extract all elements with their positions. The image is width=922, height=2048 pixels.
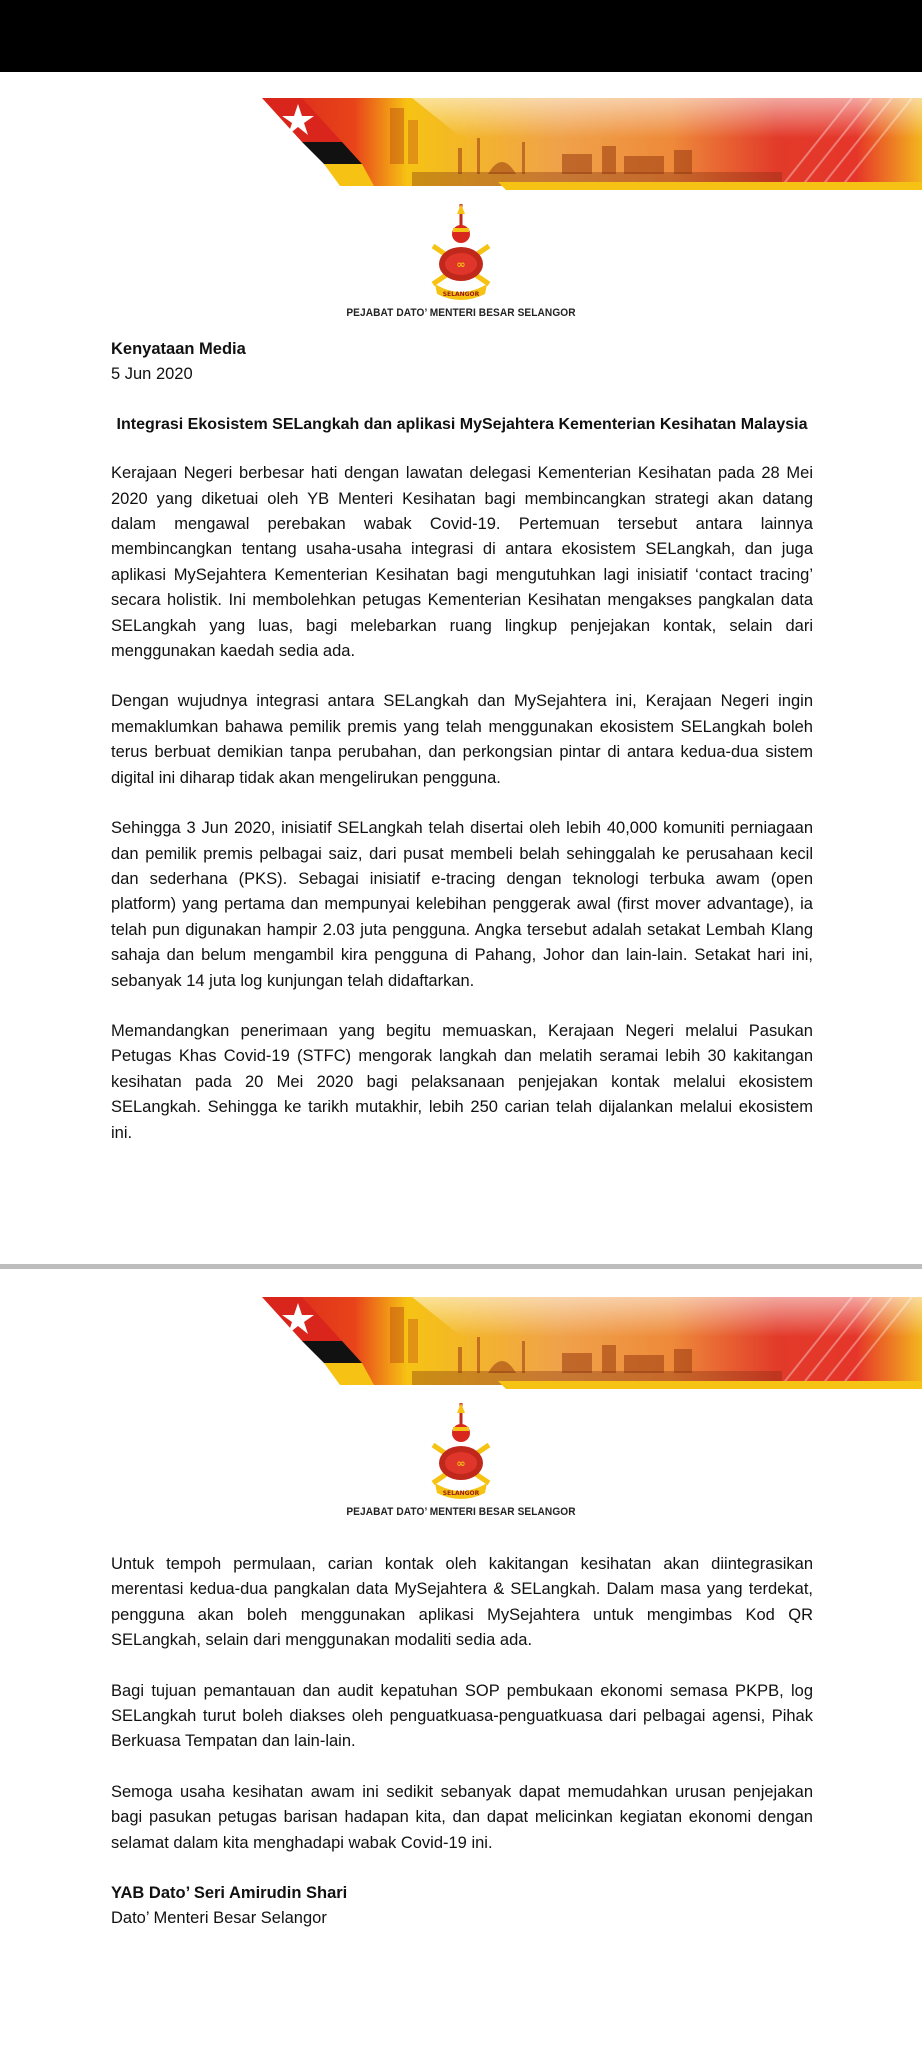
body-paragraph: Memandangkan penerimaan yang begitu memuaskan, Kerajaan Negeri melalui Pasukan Petugas Khas Covid-19 (STFC) mengorak langkah dan melatih seramai lebih 30 kakitangan kesihatan pada 20 Mei 2020 bagi pelaksanaan penjejakan kontak melalui ekosistem SELangkah. Sehingga ke tarikh mutakhir, lebih 250 carian telah dijalankan melalui ekosistem ini.: [111, 1021, 813, 1142]
body-paragraph: Dengan wujudnya integrasi antara SELangkah dan MySejahtera ini, Kerajaan Negeri ingin memaklumkan bahawa pemilik premis yang telah menggunakan ekosistem SELangkah boleh terus berbuat demikian tanpa perubahan, dan perkongsian pintar di antara kedua-dua sistem digital ini diharap tidak akan mengelirukan pengguna.: [111, 692, 813, 787]
body-paragraph: Semoga usaha kesihatan awam ini sedikit sebanyak dapat memudahkan urusan penjejakan bagi pasukan petugas barisan hadapan kita, dan dapat melicinkan kegiatan ekonomi dengan selamat dalam kita menghadapi wabak Covid-19 ini.: [111, 1782, 813, 1852]
crest-ribbon-text: SELANGOR: [442, 1490, 480, 1497]
body-paragraph: Untuk tempoh permulaan, carian kontak oleh kakitangan kesihatan akan diintegrasikan merentasi kedua-dua pangkalan data MySejahtera & SELangkah. Dalam masa yang terdekat, pengguna akan boleh menggunakan aplikasi MySejahtera untuk mengimbas Kod QR SELangkah, selain dari menggunakan modaliti sedia ada.: [111, 1555, 813, 1650]
office-title: PEJABAT DATO’ MENTERI BESAR SELANGOR: [346, 1506, 576, 1518]
body-paragraph: Sehingga 3 Jun 2020, inisiatif SELangkah telah disertai oleh lebih 40,000 komuniti perniagaan dan pemilik premis pelbagai saiz, dari pusat membeli belah sehinggalah ke perusahaan kecil dan sederhana (PKS). Sebagai inisiatif e-tracing dengan teknologi terbuka awam (open platform) yang pertama dan mempunyai kelebihan penggerak awal (first mover advantage), ia telah pun digunakan hampir 2.03 juta pengguna. Angka tersebut adalah setakat Lembah Klang sahaja dan belum mengambil kira pengguna di Pahang, Johor dan lain-lain. Setakat hari ini, sebanyak 14 juta log kunjungan telah didaftarkan.: [111, 819, 813, 990]
banner-graphic: [262, 98, 922, 190]
signatory-name: YAB Dato’ Seri Amirudin Shari: [111, 1884, 348, 1903]
crest-ribbon-text: SELANGOR: [442, 291, 480, 298]
crest-emblem-icon: [419, 204, 503, 304]
body-paragraph: Bagi tujuan pemantauan dan audit kepatuhan SOP pembukaan ekonomi semasa PKPB, log SELangkah turut boleh diakses oleh penguatkuasa-penguatkuasa dari pelbagai agensi, Pihak Berkuasa Tempatan dan lain-lain.: [111, 1681, 813, 1751]
letterhead-banner: [262, 1297, 922, 1389]
page1-body: [111, 337, 813, 1146]
signatory-title: Dato’ Menteri Besar Selangor: [111, 1909, 327, 1928]
selangor-crest: [419, 204, 503, 304]
body-paragraph: Kerajaan Negeri berbesar hati dengan lawatan delegasi Kementerian Kesihatan pada 28 Mei 2020 yang diketuai oleh YB Menteri Kesihatan bagi membincangkan strategi akan datang dalam mengawal perebakan wabak Covid-19. Pertemuan tersebut antara lainnya membincangkan tentang usaha-usaha integrasi di antara ekosistem SELangkah, dan juga aplikasi MySejahtera Kementerian Kesihatan bagi mengutuhkan lagi inisiatif ‘contact tracing’ secara holistik. Ini membolehkan petugas Kementerian Kesihatan mengakses pangkalan data SELangkah yang luas, bagi melebarkan ruang lingkup penjejakan kontak, selain dari menggunakan kaedah sedia ada.: [111, 464, 813, 661]
document-type: Kenyataan Media: [111, 340, 246, 358]
letterhead-banner: [262, 98, 922, 190]
selangor-crest: [419, 1403, 503, 1503]
banner-graphic: [262, 1297, 922, 1389]
office-title: PEJABAT DATO’ MENTERI BESAR SELANGOR: [346, 307, 576, 319]
top-black-bar: [0, 0, 922, 72]
document-title: Integrasi Ekosistem SELangkah dan aplikasi MySejahtera Kementerian Kesihatan Malaysia: [116, 415, 808, 433]
page2-body: [111, 1552, 813, 1932]
letter-page-1: [0, 72, 922, 1264]
document-date: 5 Jun 2020: [111, 365, 193, 384]
letter-page-2: [0, 1269, 922, 2048]
crest-emblem-icon: [419, 1403, 503, 1503]
svg-text:∞: ∞: [456, 258, 466, 271]
svg-text:∞: ∞: [456, 1457, 466, 1470]
